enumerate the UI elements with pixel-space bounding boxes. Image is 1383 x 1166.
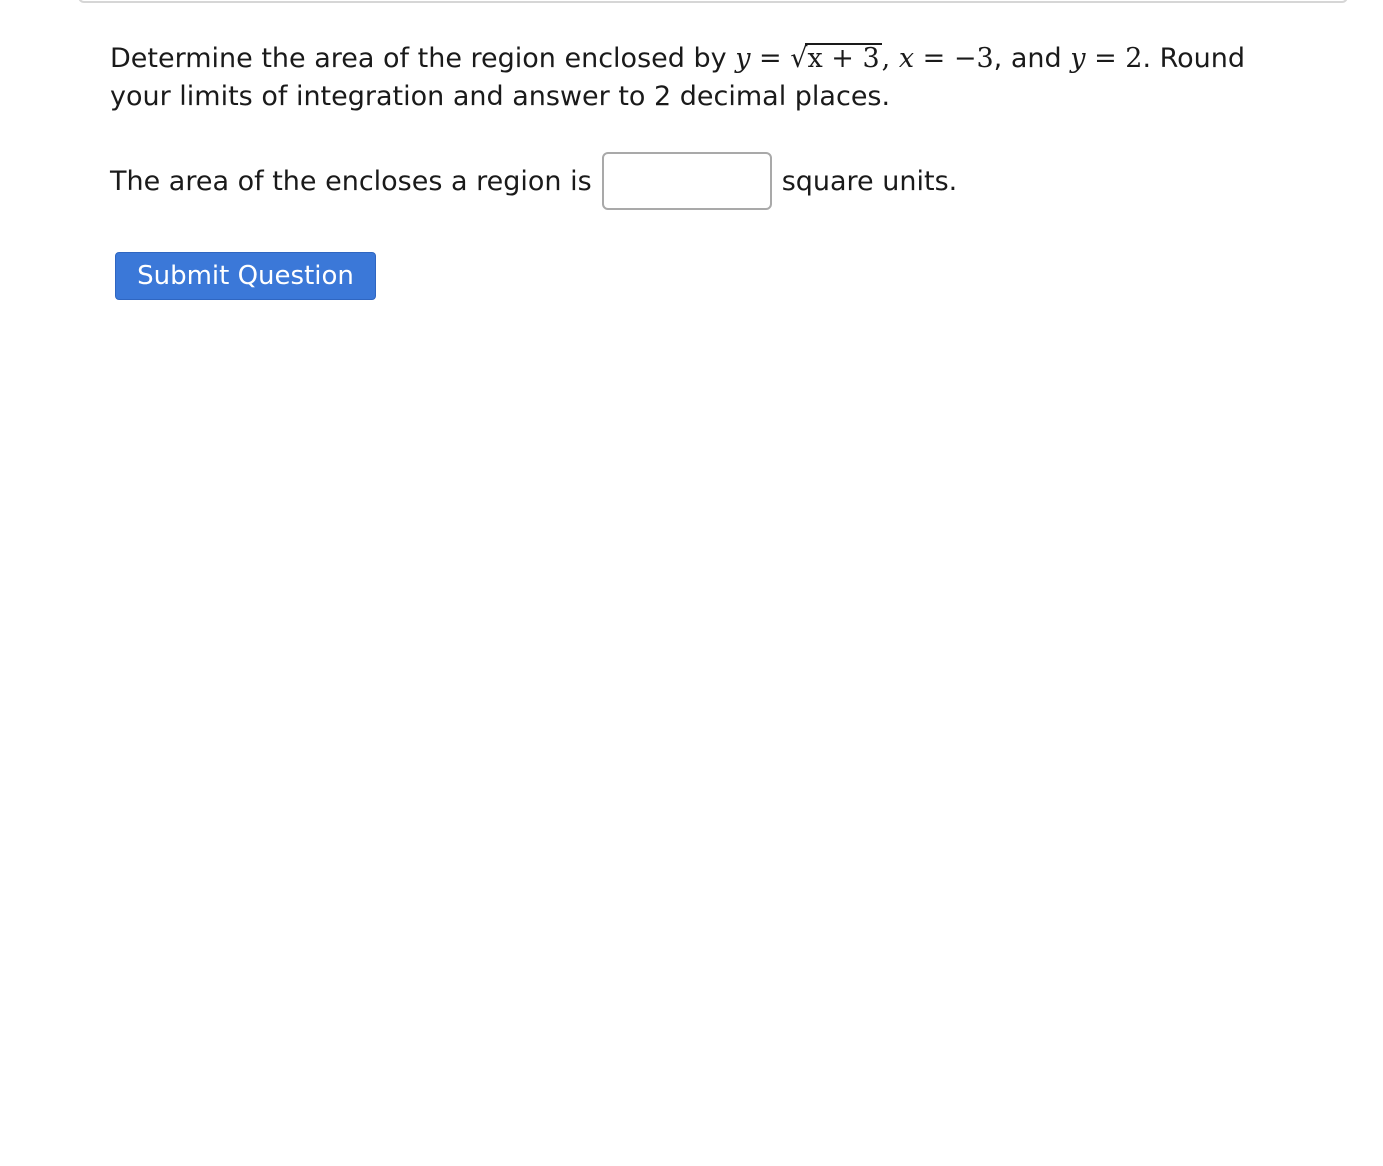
question-suffix: . Round your limits of integration and answer to 2 decimal places. <box>110 43 1246 112</box>
radical-sign-icon: √ <box>790 43 808 74</box>
answer-lead-text: The area of the encloses a region is <box>110 165 592 197</box>
eq2-relation: = −3 <box>914 43 994 74</box>
equation-vertical-line <box>899 43 994 74</box>
equation-curve <box>735 43 881 74</box>
sqrt-radicand: x + 3 <box>807 43 880 74</box>
eq1-relation: = <box>750 43 791 74</box>
question-prefix: Determine the area of the region enclosed by <box>110 43 736 74</box>
eq3-relation: = 2 <box>1085 43 1143 74</box>
question-frame-border <box>78 0 1348 3</box>
eq1-variable: y <box>735 43 751 74</box>
separator-2: , and <box>993 43 1071 74</box>
eq2-variable: x <box>898 43 915 74</box>
equation-horizontal-line <box>1070 43 1142 74</box>
answer-row <box>110 152 957 210</box>
question-text <box>110 40 1290 116</box>
area-answer-input[interactable] <box>602 152 772 210</box>
answer-unit-text: square units. <box>781 165 958 197</box>
eq3-variable: y <box>1070 43 1086 74</box>
separator-1: , <box>881 43 899 74</box>
submit-question-button[interactable]: Submit Question <box>115 252 376 300</box>
sqrt-expression <box>790 40 881 78</box>
